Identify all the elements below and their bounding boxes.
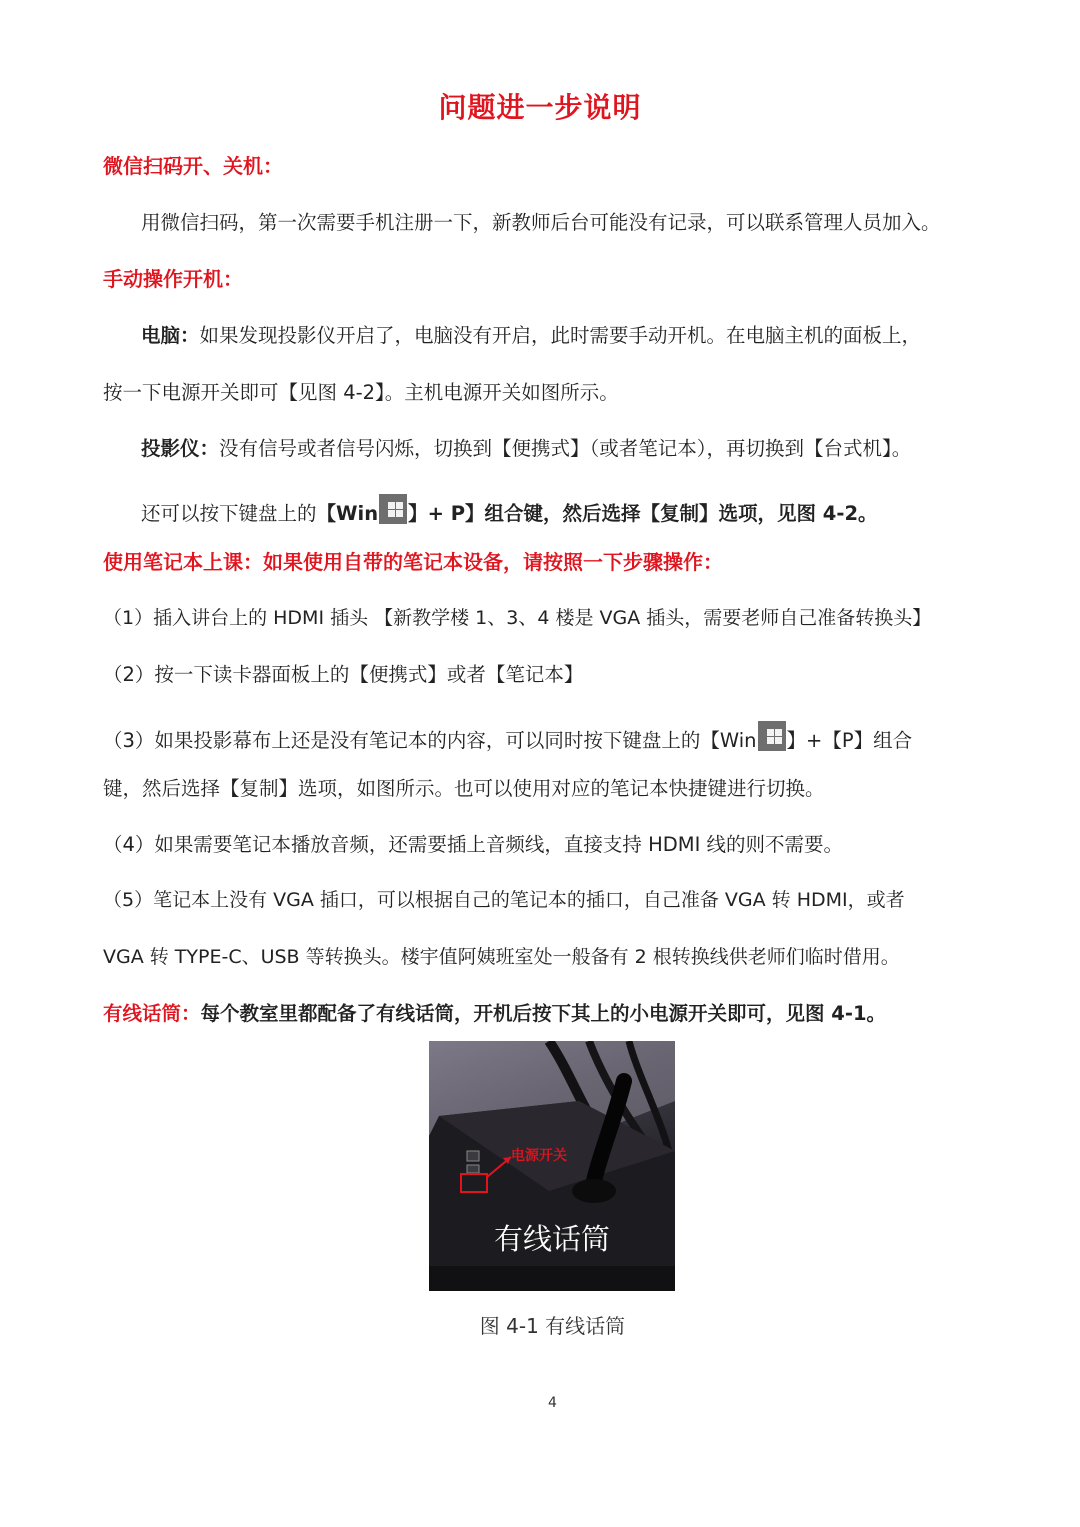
page-number: 4 xyxy=(548,1395,557,1411)
win-shortcut-open: 【Win xyxy=(316,502,379,525)
mic-text: 每个教室里都配备了有线话筒，开机后按下其上的小电源开关即可，见图 4-1。 xyxy=(200,1002,887,1025)
figure-caption: 图 4-1 有线话筒 xyxy=(479,1314,626,1338)
windows-logo-icon xyxy=(379,494,407,524)
pc-paragraph-line2: 按一下电源开关即可【见图 4-2】。主机电源开关如图所示。 xyxy=(103,381,619,404)
laptop-step-3-post: 】+【P】组合 xyxy=(786,729,913,752)
section-heading-manual: 手动操作开机： xyxy=(103,267,243,291)
power-switch-annotation: 电源开关 xyxy=(511,1148,567,1164)
projector-label: 投影仪： xyxy=(141,437,220,460)
wechat-paragraph: 用微信扫码，第一次需要手机注册一下，新教师后台可能没有记录，可以联系管理人员加入。 xyxy=(141,211,941,234)
win-shortcut-paragraph xyxy=(141,494,878,526)
laptop-step-1: （1）插入讲台上的 HDMI 插头 【新教学楼 1、3、4 楼是 VGA 插头，需要老师自己准备转换头】 xyxy=(103,607,932,629)
laptop-step-3-line2: 键，然后选择【复制】选项，如图所示。也可以使用对应的笔记本快捷键进行切换。 xyxy=(103,777,825,800)
pc-label: 电脑： xyxy=(141,324,200,347)
laptop-step-3-pre: （3）如果投影幕布上还是没有笔记本的内容，可以同时按下键盘上的【Win xyxy=(103,729,757,752)
section-heading-wechat: 微信扫码开、关机： xyxy=(103,154,283,178)
projector-text: 没有信号或者信号闪烁，切换到【便携式】（或者笔记本），再切换到【台式机】。 xyxy=(219,437,912,460)
projector-paragraph xyxy=(141,433,911,461)
windows-logo-icon xyxy=(758,721,786,751)
laptop-step-2: （2）按一下读卡器面板上的【便携式】或者【笔记本】 xyxy=(103,663,584,686)
win-shortcut-post: 】+ P】组合键，然后选择【复制】选项，见图 4-2。 xyxy=(408,502,878,525)
mic-paragraph xyxy=(103,998,886,1026)
laptop-step-4: （4）如果需要笔记本播放音频，还需要插上音频线，直接支持 HDMI 线的则不需要。 xyxy=(103,833,844,856)
wired-microphone-photo xyxy=(429,1041,675,1291)
photo-overlay-label: 有线话筒 xyxy=(493,1222,610,1256)
laptop-step-5-line1: （5）笔记本上没有 VGA 插口，可以根据自己的笔记本的插口，自己准备 VGA 转 HDMI，或者 xyxy=(103,889,905,911)
laptop-step-3-line1 xyxy=(103,721,912,753)
pc-text-1: 如果发现投影仪开启了，电脑没有开启，此时需要手动开机。在电脑主机的面板上， xyxy=(199,324,922,347)
section-heading-mic: 有线话筒： xyxy=(103,1002,201,1025)
win-shortcut-pre: 还可以按下键盘上的 xyxy=(141,502,317,525)
laptop-step-5-line2: VGA 转 TYPE-C、USB 等转换头。楼宇值阿姨班室处一般备有 2 根转换线供老师们临时借用。 xyxy=(103,946,900,968)
section-heading-laptop: 使用笔记本上课：如果使用自带的笔记本设备，请按照一下步骤操作： xyxy=(103,550,723,574)
page-title: 问题进一步说明 xyxy=(438,91,642,124)
pc-paragraph-line1 xyxy=(141,320,921,348)
